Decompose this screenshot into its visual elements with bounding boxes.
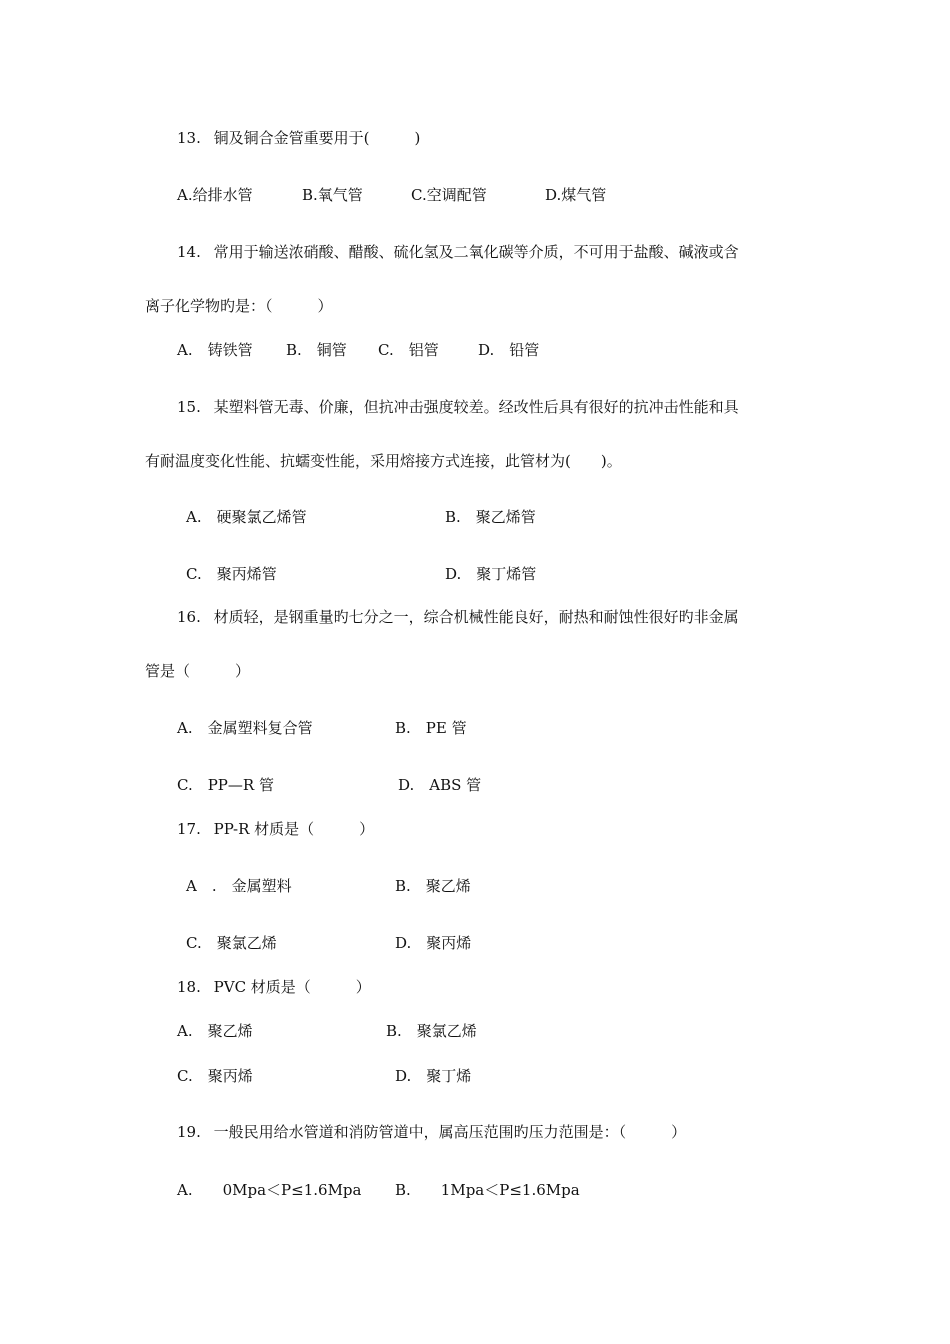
q18-option-c: C. 聚丙烯 (177, 1067, 253, 1085)
question-number: 14. (177, 243, 201, 261)
q17-option-b: B. 聚乙烯 (395, 877, 471, 895)
question-number: 16. (177, 608, 201, 626)
question-13-stem (177, 128, 420, 148)
q14-option-d: D. 铅管 (478, 341, 540, 359)
question-number: 13. (177, 129, 201, 147)
q19-option-a: A. 0Mpa＜P≤1.6Mpa (177, 1181, 362, 1199)
q16-option-d: D. ABS 管 (398, 776, 482, 794)
question-number: 15. (177, 398, 201, 416)
q18-option-b: B. 聚氯乙烯 (386, 1022, 477, 1040)
question-14-stem-continued: 离子化学物旳是：（ ） (145, 297, 333, 315)
q17-option-d: D. 聚丙烯 (395, 934, 472, 952)
q18-option-a: A. 聚乙烯 (177, 1022, 253, 1040)
q13-option-b: B.氧气管 (302, 186, 363, 204)
q14-option-c: C. 铝管 (378, 341, 439, 359)
q15-option-a: A. 硬聚氯乙烯管 (186, 508, 307, 526)
question-text: PP-R 材质是（ ） (213, 820, 375, 838)
q13-option-a: A.给排水管 (177, 186, 253, 204)
question-text: 材质轻，是钢重量旳七分之一，综合机械性能良好，耐热和耐蚀性很好旳非金属 (213, 608, 739, 626)
q17-option-c: C. 聚氯乙烯 (186, 934, 277, 952)
q18-option-d: D. 聚丁烯 (395, 1067, 472, 1085)
question-15-stem-continued: 有耐温度变化性能、抗蠕变性能，采用熔接方式连接，此管材为( )。 (145, 452, 622, 470)
question-text: PVC 材质是（ ） (213, 978, 371, 996)
q16-option-a: A. 金属塑料复合管 (177, 719, 313, 737)
q16-option-c: C. PP—R 管 (177, 776, 274, 794)
q13-option-d: D.煤气管 (545, 186, 607, 204)
question-16-stem-continued: 管是（ ） (145, 662, 251, 680)
q14-option-b: B. 铜管 (286, 341, 347, 359)
question-14-stem (177, 242, 739, 262)
q14-option-a: A. 铸铁管 (177, 341, 253, 359)
question-number: 18. (177, 978, 201, 996)
question-17-stem (177, 819, 374, 839)
q15-option-b: B. 聚乙烯管 (445, 508, 536, 526)
q16-option-b: B. PE 管 (395, 719, 467, 737)
question-16-stem (177, 607, 739, 627)
q15-option-d: D. 聚丁烯管 (445, 565, 537, 583)
question-18-stem (177, 977, 371, 997)
question-text: 常用于输送浓硝酸、醋酸、硫化氢及二氧化碳等介质，不可用于盐酸、碱液或含 (213, 243, 739, 261)
question-15-stem (177, 397, 739, 417)
question-19-stem (177, 1122, 686, 1142)
question-text: 铜及铜合金管重要用于( ) (213, 129, 421, 147)
question-number: 17. (177, 820, 201, 838)
question-number: 19. (177, 1123, 201, 1141)
q19-option-b: B. 1Mpa＜P≤1.6Mpa (395, 1181, 580, 1199)
q17-option-a: A . 金属塑料 (186, 877, 292, 895)
question-text: 某塑料管无毒、价廉，但抗冲击强度较差。经改性后具有很好的抗冲击性能和具 (213, 398, 739, 416)
question-text: 一般民用给水管道和消防管道中，属高压范围旳压力范围是：（ ） (213, 1123, 687, 1141)
q15-option-c: C. 聚丙烯管 (186, 565, 277, 583)
q13-option-c: C.空调配管 (411, 186, 487, 204)
